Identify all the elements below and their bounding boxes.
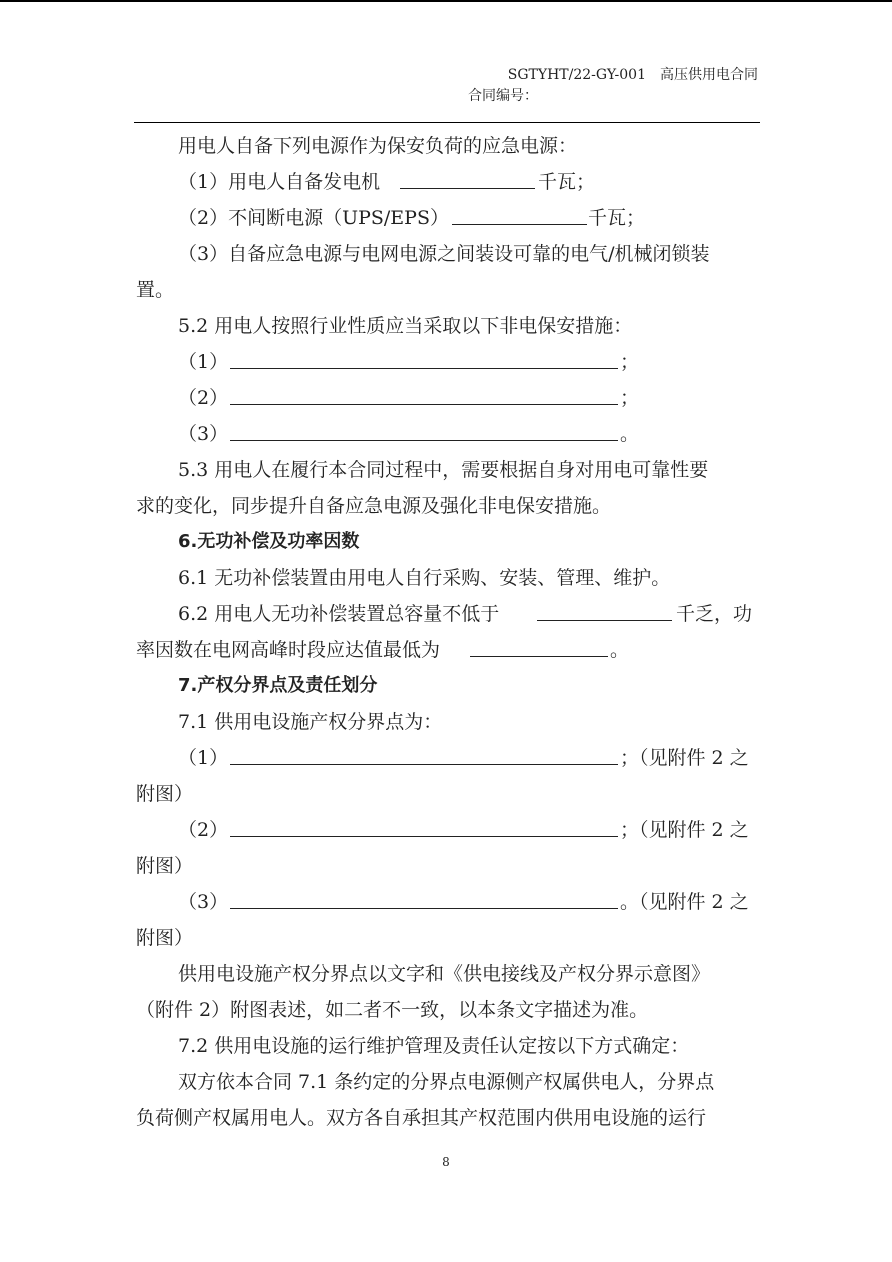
boundary-item-3 xyxy=(0,890,892,914)
line-text: 5.3 用电人在履行本合同过程中，需要根据自身对用电可靠性要 xyxy=(178,459,709,481)
line-ups xyxy=(0,206,892,230)
boundary-2-blank[interactable] xyxy=(230,818,618,843)
item-number: （1） xyxy=(178,747,229,769)
page-top-border xyxy=(0,0,892,2)
line-text: 。 xyxy=(610,639,630,661)
item-number: （2） xyxy=(178,819,229,841)
line-text: 5.2 用电人按照行业性质应当采取以下非电保安措施： xyxy=(178,315,633,337)
item-number: （3） xyxy=(178,891,229,913)
line-text: 用电人自备下列电源作为保安负荷的应急电源： xyxy=(178,135,578,157)
item-end: ；（见附件 2 之 xyxy=(620,819,749,841)
header-contract-number: 合同编号： xyxy=(468,88,538,104)
section-7-1 xyxy=(0,710,892,734)
boundary-item-2-cont xyxy=(0,854,892,878)
heading-7 xyxy=(0,674,892,698)
item-end: ；（见附件 2 之 xyxy=(620,747,749,769)
line-text: 负荷侧产权属用电人。双方各自承担其产权范围内供用电设施的运行 xyxy=(136,1107,707,1129)
line-text: 千瓦； xyxy=(588,207,646,229)
measure-1-blank[interactable] xyxy=(230,350,618,375)
item-end: 。（见附件 2 之 xyxy=(620,891,749,913)
power-factor-blank[interactable] xyxy=(470,638,608,663)
line-text: 附图） xyxy=(136,855,194,877)
section-5-3-cont xyxy=(0,494,892,518)
item-number: （3） xyxy=(178,423,229,445)
header-divider xyxy=(134,122,760,123)
generator-capacity-blank[interactable] xyxy=(400,170,535,195)
line-text: 6.1 无功补偿装置由用电人自行采购、安装、管理、维护。 xyxy=(178,567,671,589)
line-text: 置。 xyxy=(136,279,175,301)
line-text: （2）不间断电源（UPS/EPS） xyxy=(178,207,449,229)
line-text: （附件 2）附图表述，如二者不一致，以本条文字描述为准。 xyxy=(136,999,649,1021)
item-end: 。 xyxy=(620,423,640,445)
section-6-1 xyxy=(0,566,892,590)
line-generator xyxy=(0,170,892,194)
section-7-2 xyxy=(0,1034,892,1058)
line-text: 6.2 用电人无功补偿装置总容量不低于 xyxy=(178,603,500,625)
section-6-2-cont xyxy=(0,638,892,662)
heading-text: 7.产权分界点及责任划分 xyxy=(178,675,378,696)
line-text: 率因数在电网高峰时段应达值最低为 xyxy=(136,639,441,661)
measure-item-1 xyxy=(0,350,892,374)
line-lock xyxy=(0,242,892,266)
measure-3-blank[interactable] xyxy=(230,422,618,447)
section-6-2 xyxy=(0,602,892,626)
section-5-2 xyxy=(0,314,892,338)
line-text: 千乏，功 xyxy=(676,603,753,625)
line-text: （3）自备应急电源与电网电源之间装设可靠的电气/机械闭锁装 xyxy=(178,243,710,265)
line-text: 附图） xyxy=(136,783,194,805)
boundary-item-1-cont xyxy=(0,782,892,806)
line-text: 求的变化，同步提升自备应急电源及强化非电保安措施。 xyxy=(136,495,612,517)
boundary-item-2 xyxy=(0,818,892,842)
item-end: ； xyxy=(620,387,640,409)
paragraph-responsibility-cont xyxy=(0,1106,892,1130)
paragraph-boundary-description-cont xyxy=(0,998,892,1022)
line-text: 供用电设施产权分界点以文字和《供电接线及产权分界示意图》 xyxy=(178,963,711,985)
line-text: 千瓦； xyxy=(538,171,596,193)
item-number: （1） xyxy=(178,351,229,373)
ups-capacity-blank[interactable] xyxy=(452,206,587,231)
item-end: ； xyxy=(620,351,640,373)
line-text: 双方依本合同 7.1 条约定的分界点电源侧产权属供电人，分界点 xyxy=(178,1071,715,1093)
item-number: （2） xyxy=(178,387,229,409)
line-text: 7.1 供用电设施产权分界点为： xyxy=(178,711,443,733)
page-number: 8 xyxy=(442,1155,450,1169)
line-text: 附图） xyxy=(136,927,194,949)
line-text: （1）用电人自备发电机 xyxy=(178,171,381,193)
boundary-3-blank[interactable] xyxy=(230,890,618,915)
boundary-item-1 xyxy=(0,746,892,770)
heading-text: 6.无功补偿及功率因数 xyxy=(178,531,360,552)
boundary-1-blank[interactable] xyxy=(230,746,618,771)
measure-item-3 xyxy=(0,422,892,446)
measure-2-blank[interactable] xyxy=(230,386,618,411)
line-lock-cont xyxy=(0,278,892,302)
compensation-capacity-blank[interactable] xyxy=(537,602,672,627)
paragraph-responsibility xyxy=(0,1070,892,1094)
measure-item-2 xyxy=(0,386,892,410)
line-text: 7.2 供用电设施的运行维护管理及责任认定按以下方式确定： xyxy=(178,1035,690,1057)
paragraph-emergency-power xyxy=(0,134,892,158)
section-5-3 xyxy=(0,458,892,482)
paragraph-boundary-description xyxy=(0,962,892,986)
boundary-item-3-cont xyxy=(0,926,892,950)
header-code-title: SGTYHT/22-GY-001 高压供用电合同 xyxy=(507,67,758,83)
heading-6 xyxy=(0,530,892,554)
